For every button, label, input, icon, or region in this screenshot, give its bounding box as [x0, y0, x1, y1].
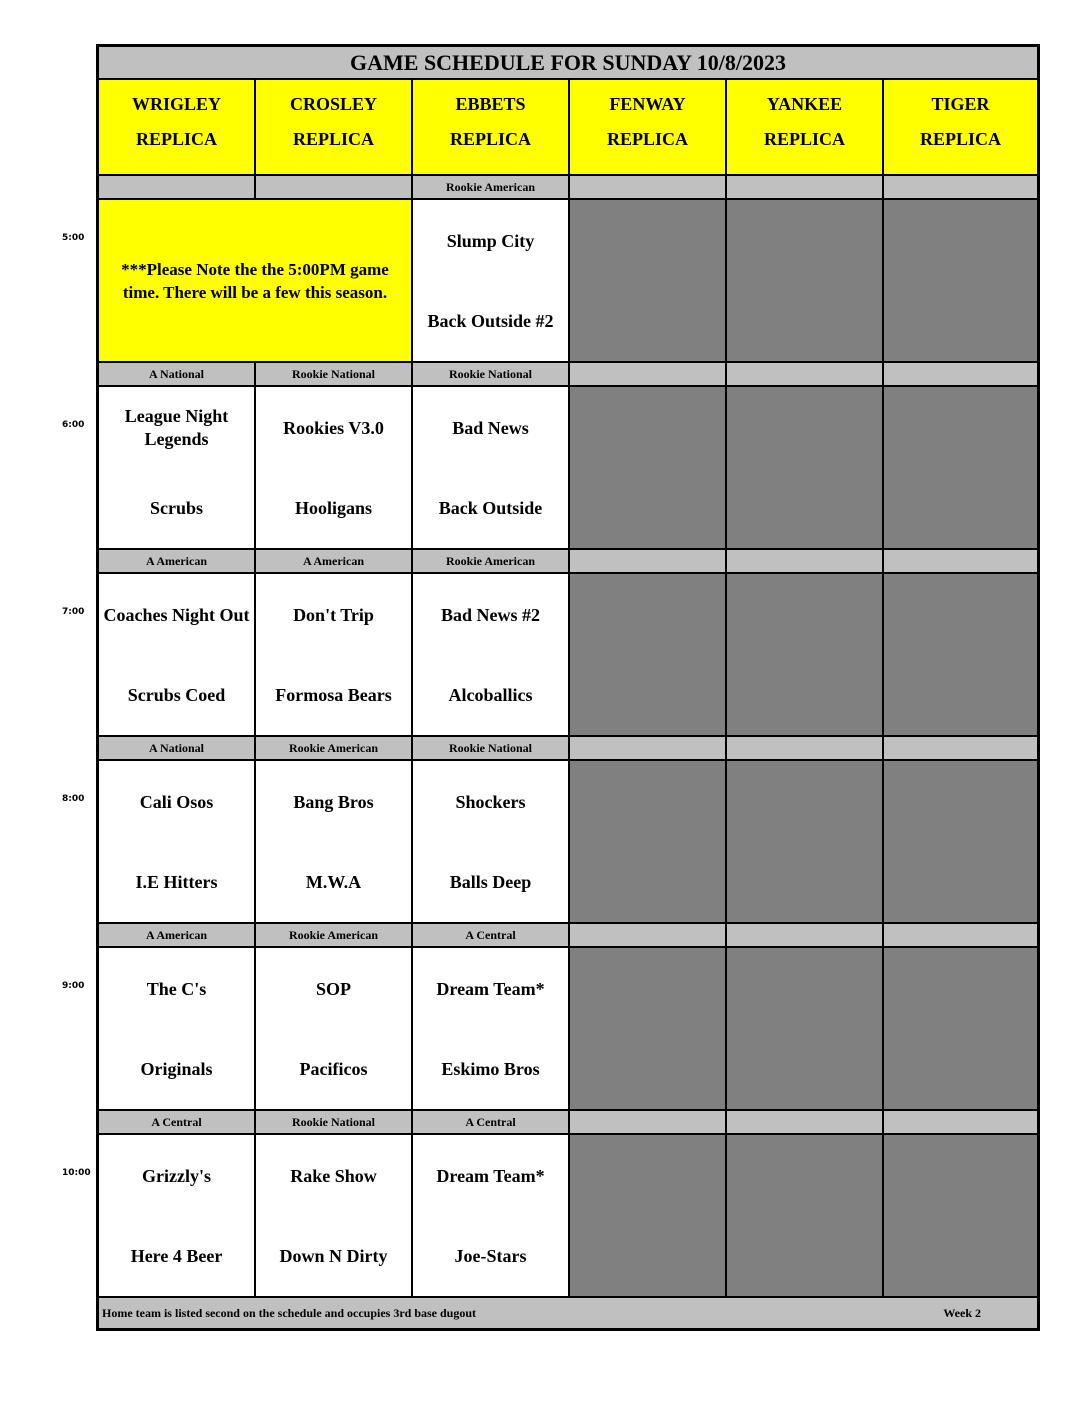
- division-label: A Central: [412, 923, 569, 947]
- away-team: Grizzly's: [142, 1165, 211, 1186]
- division-label: [569, 923, 726, 947]
- game-cell: [98, 947, 255, 1110]
- field-subtitle: REPLICA: [135, 129, 217, 149]
- away-team: SOP: [315, 978, 351, 999]
- game-cell: [98, 573, 255, 736]
- footer-note: Home team is listed second on the schedule and occupies 3rd base dugout: [102, 1305, 477, 1320]
- game-cell: [412, 947, 569, 1110]
- unused-field-cell: [883, 1134, 1038, 1297]
- game-cell: [255, 386, 412, 549]
- game-cell: [412, 1134, 569, 1297]
- home-team: Eskimo Bros: [441, 1059, 540, 1079]
- field-header-ebbets: [412, 79, 569, 175]
- field-name: YANKEE: [766, 94, 843, 114]
- away-team: Bad News #2: [440, 604, 540, 625]
- time-label: 7:00: [62, 607, 85, 617]
- division-label: Rookie American: [412, 175, 569, 199]
- unused-field-cell: [569, 1134, 726, 1297]
- field-name: EBBETS: [455, 94, 526, 114]
- unused-field-cell: [726, 947, 883, 1110]
- field-subtitle: REPLICA: [449, 129, 531, 149]
- division-label: [569, 549, 726, 573]
- field-header-fenway: [569, 79, 726, 175]
- time-label: 5:00: [62, 233, 85, 243]
- game-cell: [255, 947, 412, 1110]
- unused-field-cell: [883, 760, 1038, 923]
- division-label: A American: [98, 923, 255, 947]
- home-team: Back Outside #2: [427, 311, 554, 331]
- field-subtitle: REPLICA: [606, 129, 688, 149]
- away-team: The C's: [146, 978, 207, 999]
- away-team: Rookies V3.0: [283, 417, 384, 438]
- field-name: TIGER: [931, 94, 990, 114]
- home-team: Scrubs Coed: [127, 685, 226, 705]
- game-cell: [98, 1134, 255, 1297]
- field-header-wrigley: [98, 79, 255, 175]
- game-cell: [412, 199, 569, 362]
- time-label: 6:00: [62, 420, 85, 430]
- away-team: Bang Bros: [293, 791, 374, 812]
- home-team: Hooligans: [294, 498, 373, 518]
- page-title: GAME SCHEDULE FOR SUNDAY 10/8/2023: [98, 46, 1038, 79]
- away-team: Bad News: [452, 417, 529, 438]
- division-label: Rookie National: [255, 1110, 412, 1134]
- division-label: [883, 923, 1038, 947]
- schedule-note: ***Please Note the the 5:00PM game time. There will be a few this season.: [98, 199, 412, 362]
- field-subtitle: REPLICA: [919, 129, 1001, 149]
- home-team: Formosa Bears: [275, 685, 392, 705]
- division-label: [255, 175, 412, 199]
- footer-bar: [98, 1297, 1038, 1329]
- week-label: Week 2: [943, 1305, 981, 1320]
- division-label: Rookie American: [255, 923, 412, 947]
- game-cell: [412, 573, 569, 736]
- away-team: Rake Show: [290, 1165, 377, 1186]
- unused-field-cell: [726, 1134, 883, 1297]
- home-team: Pacificos: [299, 1059, 368, 1079]
- game-cell: [255, 760, 412, 923]
- unused-field-cell: [883, 947, 1038, 1110]
- division-label: Rookie American: [255, 736, 412, 760]
- unused-field-cell: [726, 386, 883, 549]
- home-team: Joe-Stars: [454, 1246, 527, 1266]
- home-team: Here 4 Beer: [130, 1246, 223, 1266]
- home-team: Alcoballics: [448, 685, 533, 705]
- game-cell: [412, 386, 569, 549]
- unused-field-cell: [883, 573, 1038, 736]
- division-label: [883, 1110, 1038, 1134]
- division-label: [569, 1110, 726, 1134]
- division-label: [726, 1110, 883, 1134]
- division-label: [883, 362, 1038, 386]
- division-label: [569, 362, 726, 386]
- unused-field-cell: [726, 199, 883, 362]
- division-label: [569, 175, 726, 199]
- away-team: Slump City: [446, 230, 535, 251]
- division-label: [726, 549, 883, 573]
- division-label: A National: [98, 736, 255, 760]
- unused-field-cell: [569, 760, 726, 923]
- home-team: Originals: [140, 1059, 213, 1079]
- home-team: Back Outside: [438, 498, 543, 518]
- division-label: [726, 736, 883, 760]
- division-label: [883, 549, 1038, 573]
- away-team: League Night Legends: [124, 406, 229, 449]
- division-label: Rookie National: [412, 362, 569, 386]
- division-label: [883, 175, 1038, 199]
- unused-field-cell: [569, 199, 726, 362]
- division-label: Rookie American: [412, 549, 569, 573]
- away-team: Cali Osos: [139, 791, 214, 812]
- time-label: 8:00: [62, 794, 85, 804]
- unused-field-cell: [726, 573, 883, 736]
- away-team: Don't Trip: [293, 604, 374, 625]
- home-team: I.E Hitters: [135, 872, 218, 892]
- time-label: 10:00: [62, 1168, 91, 1178]
- field-name: CROSLEY: [289, 94, 378, 114]
- game-cell: [98, 760, 255, 923]
- division-label: [726, 362, 883, 386]
- unused-field-cell: [726, 760, 883, 923]
- division-label: [569, 736, 726, 760]
- time-label: 9:00: [62, 981, 85, 991]
- home-team: Balls Deep: [449, 872, 532, 892]
- home-team: Scrubs: [149, 498, 203, 518]
- home-team: M.W.A: [305, 872, 362, 892]
- game-cell: [412, 760, 569, 923]
- division-label: A National: [98, 362, 255, 386]
- away-team: Dream Team*: [436, 978, 545, 999]
- field-name: FENWAY: [609, 94, 686, 114]
- division-label: A Central: [412, 1110, 569, 1134]
- field-name: WRIGLEY: [131, 94, 221, 114]
- game-cell: [98, 386, 255, 549]
- field-header-crosley: [255, 79, 412, 175]
- division-label: Rookie National: [412, 736, 569, 760]
- away-team: Dream Team*: [436, 1165, 545, 1186]
- away-team: Coaches Night Out: [103, 604, 250, 625]
- division-label: Rookie National: [255, 362, 412, 386]
- unused-field-cell: [569, 947, 726, 1110]
- division-label: A Central: [98, 1110, 255, 1134]
- field-subtitle: REPLICA: [763, 129, 845, 149]
- away-team: Shockers: [455, 791, 526, 812]
- field-header-tiger: [883, 79, 1038, 175]
- division-label: [98, 175, 255, 199]
- division-label: [883, 736, 1038, 760]
- field-header-yankee: [726, 79, 883, 175]
- division-label: [726, 923, 883, 947]
- division-label: [726, 175, 883, 199]
- division-label: A American: [98, 549, 255, 573]
- field-subtitle: REPLICA: [292, 129, 374, 149]
- game-cell: [255, 573, 412, 736]
- unused-field-cell: [569, 386, 726, 549]
- home-team: Down N Dirty: [279, 1246, 388, 1266]
- unused-field-cell: [569, 573, 726, 736]
- schedule-table: [96, 44, 1040, 1331]
- division-label: A American: [255, 549, 412, 573]
- unused-field-cell: [883, 386, 1038, 549]
- unused-field-cell: [883, 199, 1038, 362]
- game-cell: [255, 1134, 412, 1297]
